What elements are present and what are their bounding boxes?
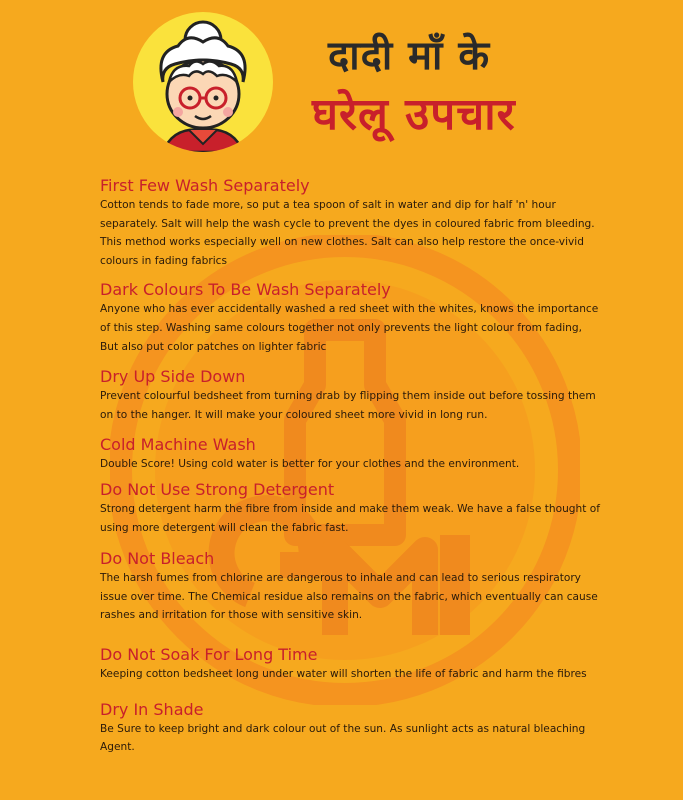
tip-section xyxy=(100,367,600,424)
tip-section xyxy=(100,176,600,270)
tip-text: Be Sure to keep bright and dark colour out of the sun. As sunlight acts as natural bleaching Agent. xyxy=(100,722,586,754)
tip-section xyxy=(100,549,600,625)
tip-text: Strong detergent harm the fibre from inside and make them weak. We have a false thought of using more detergent will clean the fabric fast. xyxy=(100,502,600,534)
tip-section xyxy=(100,700,600,757)
tip-text: Prevent colourful bedsheet from turning drab by flipping them inside out before tossing them on to the hanger. It will make your coloured sheet more vivid in long run. xyxy=(100,390,596,421)
tip-heading: Dry Up Side Down xyxy=(100,367,246,387)
tip-text: Cotton tends to fade more, so put a tea spoon of salt in water and dip for half 'n' hour separately. Salt will help the wash cycle to prevent the dyes in coloured fabric from bleeding. This method works especially well on new clothes. Salt can also help restore the once-vivid colours in fading fabrics xyxy=(100,199,595,267)
tip-heading: Dry In Shade xyxy=(100,699,204,719)
title-line-2: घरेलू उपचार xyxy=(312,89,516,140)
tips-list xyxy=(100,176,600,757)
tip-text: The harsh fumes from chlorine are dangerous to inhale and can lead to serious respiratory issue over time. The Chemical residue also remains on the fabric, which eventually can cause rashes and irritation for those with sensitive skin. xyxy=(100,572,598,622)
tip-heading: Do Not Use Strong Detergent xyxy=(100,479,335,499)
tip-heading: Do Not Bleach xyxy=(100,549,215,569)
tip-text: Double Score! Using cold water is better for your clothes and the environment. xyxy=(100,458,520,471)
header xyxy=(0,0,683,170)
tip-section xyxy=(100,645,600,684)
tip-text: Anyone who has ever accidentally washed a red sheet with the whites, knows the importance of this step. Washing same colours together not only prevents the light colour from fading, But also put color patches on lighter fabric xyxy=(100,303,599,353)
tip-text: Keeping cotton bedsheet long under water will shorten the life of fabric and harm the fibres xyxy=(100,667,587,680)
grandma-avatar-icon xyxy=(133,12,273,152)
tip-section xyxy=(100,435,600,474)
tip-section xyxy=(100,280,600,356)
tip-heading: Cold Machine Wash xyxy=(100,435,256,455)
tip-heading: Dark Colours To Be Wash Separately xyxy=(100,280,391,300)
tip-heading: First Few Wash Separately xyxy=(100,176,310,195)
tip-heading: Do Not Soak For Long Time xyxy=(100,644,318,664)
title-line-1: दादी माँ के xyxy=(328,33,491,79)
tip-section xyxy=(100,480,600,537)
